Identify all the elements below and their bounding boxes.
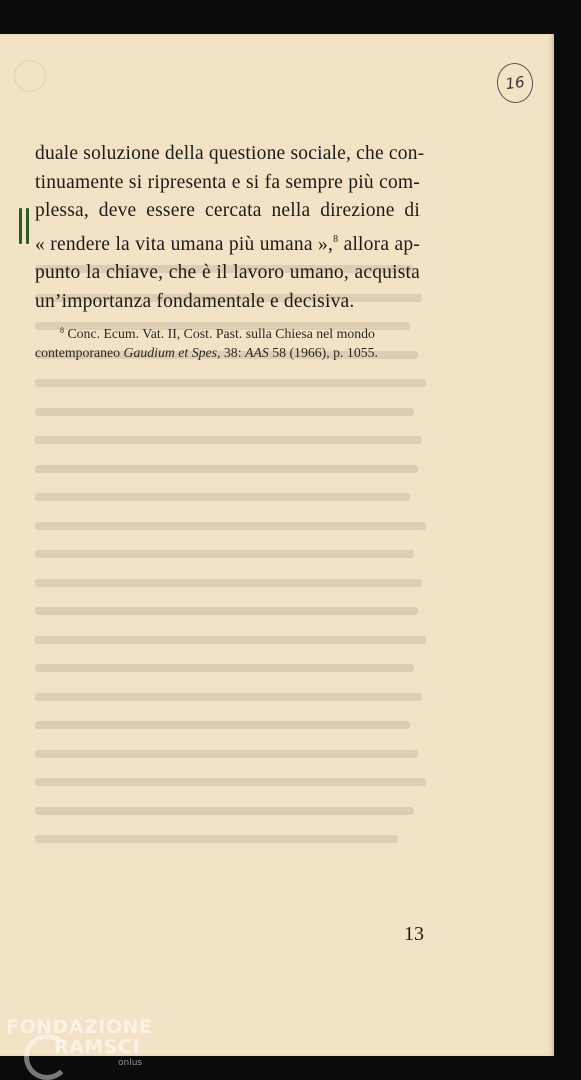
body-line: un’importanza fondamentale e decisiva. — [35, 290, 355, 312]
watermark-line1: FONDAZIONE — [6, 1016, 153, 1038]
watermark — [6, 1016, 153, 1068]
body-line-text: « rendere la vita umana più umana », — [35, 233, 334, 255]
footnote-line: contemporaneo Gaudium et Spes, 38: AAS 58 (1966), p. 1055. — [35, 344, 378, 360]
footnote-line: $^8$ Conc. Ecum. Vat. II, Cost. Past. sulla Chiesa nel mondo — [60, 326, 375, 341]
body-line: plessa, deve essere cercata nella direzione di — [35, 200, 420, 221]
footnote-marker: 8 — [60, 326, 64, 335]
faint-stamp-mark — [14, 60, 46, 92]
body-text — [35, 140, 425, 316]
margin-mark — [17, 208, 35, 246]
watermark-line3: onlus — [118, 1058, 143, 1068]
footnote-title: Gaudium et Spes, — [123, 344, 221, 360]
footnote — [35, 322, 425, 362]
footnote-reference: 8 — [333, 233, 339, 245]
body-line — [35, 226, 420, 260]
body-line-continuation: allora ap- — [338, 233, 420, 255]
body-line: duale soluzione della questione sociale, che con- — [35, 143, 425, 164]
archive-number: 16 — [504, 72, 526, 94]
watermark-line2: RAMSCI — [54, 1036, 140, 1058]
page-edge — [552, 34, 554, 1056]
footnote-aas: AAS — [244, 344, 269, 360]
body-line: tinuamente si ripresenta e si fa sempre più com- — [35, 171, 420, 193]
body-line: punto la chiave, che è il lavoro umano, acquista — [35, 262, 420, 283]
page-number: 13 — [404, 923, 424, 945]
